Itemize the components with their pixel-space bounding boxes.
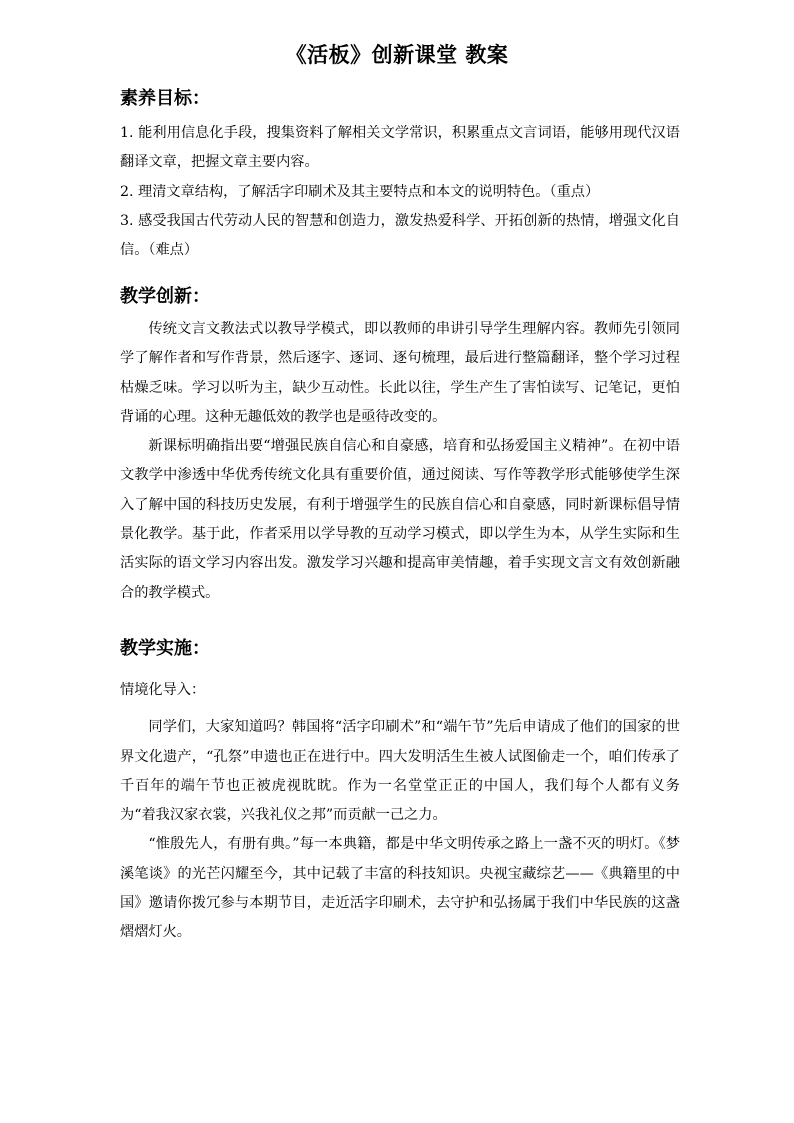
objective-item-3: 3. 感受我国古代劳动人民的智慧和创造力，激发热爱科学、开拓创新的热情，增强文化自信。（难点） (120, 212, 680, 259)
implementation-body (120, 676, 680, 948)
innovation-paragraph-2: 新课标明确指出要“增强民族自信心和自豪感，培育和弘扬爱国主义精神”。在初中语文教学中渗透中华优秀传统文化具有重要价值，通过阅读、写作等教学形式能够使学生深入了解中国的科技历史发展，有利于增强学生的民族自信心和自豪感，同时新课标倡导情景化教学。基于此，作者采用以学导教的互动学习模式，即以学生为本，从学生实际和生活实际的语文学习内容出发。激发学习兴趣和提高审美情趣，着手实现文言文有效创新融合的教学模式。 (120, 438, 680, 601)
implementation-heading: 教学实施： (120, 638, 210, 659)
implementation-paragraph-2: “惟殷先人，有册有典。”每一本典籍，都是中华文明传承之路上一盏不灭的明灯。《梦溪笔谈》的光芒闪耀至今，其中记载了丰富的科技知识。央视宝藏综艺——《典籍里的中国》邀请你拨冗参与本期节目，走近活字印刷术，去守护和弘扬属于我们中华民族的这盏熠熠灯火。 (120, 836, 680, 941)
objectives-heading: 素养目标： (120, 88, 210, 109)
implementation-subheading: 情境化导入： (120, 682, 206, 698)
implementation-paragraph-1: 同学们，大家知道吗？韩国将“活字印刷术”和“端午节”先后申请成了他们的国家的世界文化遗产，“孔祭”申遗也正在进行中。四大发明活生生被人试图偷走一个，咱们传承了千百年的端午节也正被虎视眈眈。作为一名堂堂正正的中国人，我们每个人都有义务为“着我汉家衣裳，兴我礼仪之邦”而贡献一己之力。 (120, 719, 680, 824)
objectives-list (120, 119, 680, 265)
innovation-body (120, 315, 680, 608)
innovation-paragraph-1: 传统文言文教法式以教导学模式，即以教师的串讲引导学生理解内容。教师先引领同学了解作者和写作背景，然后逐字、逐词、逐句梳理，最后进行整篇翻译，整个学习过程枯燥乏味。学习以听为主，缺少互动性。长此以往，学生产生了害怕读写、记笔记，更怕背诵的心理。这种无趣低效的教学也是亟待改变的。 (120, 321, 680, 425)
innovation-heading: 教学创新： (120, 286, 210, 307)
objective-item-2: 2. 理清文章结构，了解活字印刷术及其主要特点和本文的说明特色。（重点） (120, 183, 600, 200)
document-title: 《活板》创新课堂 教案 (285, 42, 509, 67)
objective-item-1: 1. 能利用信息化手段，搜集资料了解相关文学常识，积累重点文言词语，能够用现代汉语翻译文章，把握文章主要内容。 (120, 125, 680, 171)
